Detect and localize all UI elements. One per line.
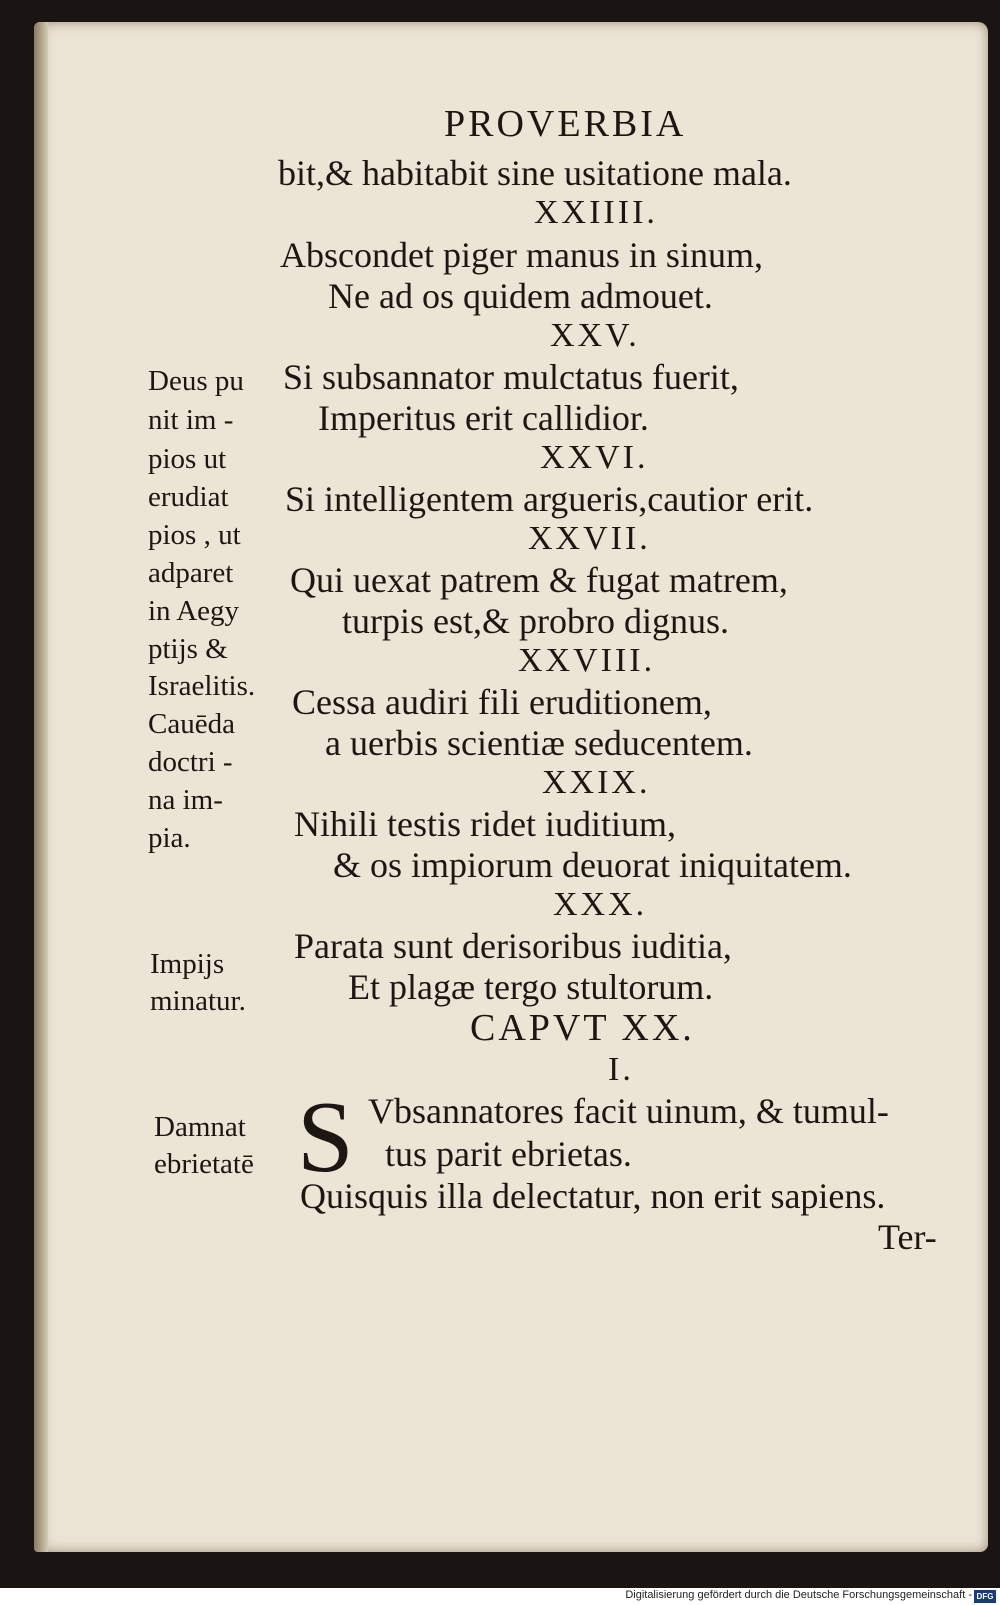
text-line: Quisquis illa delectatur, non erit sapiens. xyxy=(300,1176,886,1216)
margin-note: erudiat xyxy=(148,481,229,513)
verse-number: I. xyxy=(608,1051,634,1088)
catchword: Ter- xyxy=(878,1217,937,1257)
verse-number: XXVI. xyxy=(540,439,649,476)
text-line: turpis est,& probro dignus. xyxy=(342,601,729,641)
margin-note: pia. xyxy=(148,822,191,854)
text-line: tus parit ebrietas. xyxy=(385,1134,632,1174)
running-header: PROVERBIA xyxy=(444,103,687,145)
text-line: Si subsannator mulctatus fuerit, xyxy=(283,357,739,397)
drop-cap: S xyxy=(297,1081,354,1194)
verse-number: XXIX. xyxy=(542,764,651,801)
margin-note: in Aegy xyxy=(148,595,240,627)
margin-note: Damnat xyxy=(154,1111,246,1143)
margin-note: ptijs & xyxy=(148,633,228,665)
text-line: Cessa audiri fili eruditionem, xyxy=(292,682,712,722)
text-line: Nihili testis ridet iuditium, xyxy=(294,804,676,844)
text-line: & os impiorum deuorat iniquitatem. xyxy=(333,845,852,885)
margin-note: Israelitis. xyxy=(148,670,256,702)
verse-number: XXVII. xyxy=(528,520,651,557)
margin-note: minatur. xyxy=(150,985,246,1017)
text-line: Ne ad os quidem admouet. xyxy=(328,276,713,316)
dfg-logo: DFG xyxy=(974,1590,996,1603)
text-line: a uerbis scientiæ seducentem. xyxy=(325,723,753,763)
verse-number: XXX. xyxy=(553,886,648,923)
margin-note: pios , ut xyxy=(148,519,241,551)
margin-note: ebrietatē xyxy=(154,1148,254,1180)
margin-note: doctri - xyxy=(148,746,233,778)
funding-credit: Digitalisierung gefördert durch die Deutsche Forschungsgemeinschaft - xyxy=(625,1589,972,1601)
text-line: Imperitus erit callidior. xyxy=(318,398,649,438)
text-line: Si intelligentem argueris,cautior erit. xyxy=(285,479,814,519)
text-line: Et plagæ tergo stultorum. xyxy=(348,967,714,1007)
margin-note: Cauēda xyxy=(148,708,235,740)
page-spine-shadow xyxy=(34,22,48,1552)
text-line: Vbsannatores facit uinum, & tumul- xyxy=(368,1091,889,1131)
verse-number: XXIIII. xyxy=(534,194,658,231)
margin-note: nit im - xyxy=(148,404,234,436)
text-line: Qui uexat patrem & fugat matrem, xyxy=(290,560,788,600)
chapter-heading: CAPVT XX. xyxy=(470,1007,695,1049)
text-line: Parata sunt derisoribus iuditia, xyxy=(294,926,732,966)
margin-note: adparet xyxy=(148,557,234,589)
verse-number: XXV. xyxy=(550,317,640,354)
margin-note: Impijs xyxy=(150,948,225,980)
verse-number: XXVIII. xyxy=(518,642,656,679)
margin-note: na im- xyxy=(148,784,223,816)
margin-note: pios ut xyxy=(148,443,227,475)
text-line: Abscondet piger manus in sinum, xyxy=(280,235,763,275)
margin-note: Deus pu xyxy=(148,365,244,397)
text-line: bit,& habitabit sine usitatione mala. xyxy=(278,153,792,193)
